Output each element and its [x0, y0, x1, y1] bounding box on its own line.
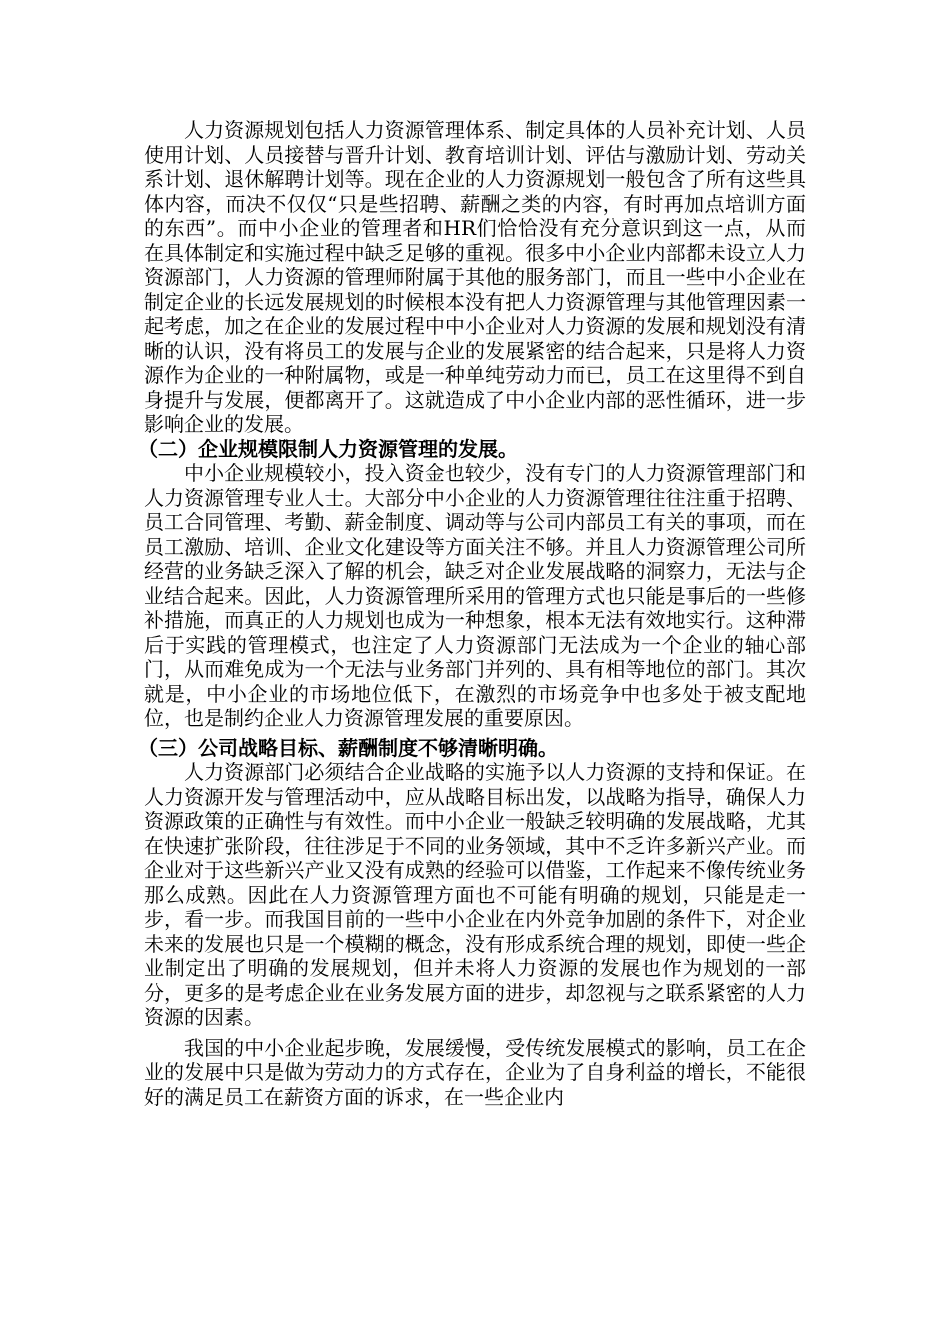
section-heading-3: （三）公司战略目标、薪酬制度不够清晰明确。	[138, 735, 558, 760]
paragraph-enterprise-scale: 中小企业规模较小，投入资金也较少，没有专门的人力资源管理部门和人力资源管理专业人士。大部分中小企业的人力资源管理往往注重于招聘、员工合同管理、考勤、薪金制度、调动等与公司内部员工有关的事项，而在员工激励、培训、企业文化建设等方面关注不够。并且人力资源管理公司所经营的业务缺乏深入了解的机会，缺乏对企业发展战略的洞察力，无法与企业结合起来。因此，人力资源管理所采用的管理方式也只能是事后的一些修补措施，而真正的人力规划也成为一种想象，根本无法有效地实行。这种滞后于实践的管理模式，也注定了人力资源部门无法成为一个企业的轴心部门，从而难免成为一个无法与业务部门并列的、具有相等地位的部门。其次就是，中小企业的市场地位低下，在激烈的市场竞争中也多处于被支配地位，也是制约企业人力资源管理发展的重要原因。	[144, 461, 806, 730]
paragraph-strategy-goals: 人力资源部门必须结合企业战略的实施予以人力资源的支持和保证。在人力资源开发与管理活动中，应从战略目标出发，以战略为指导，确保人力资源政策的正确性与有效性。而中小企业一般缺乏较明确的发展战略，尤其在快速扩张阶段，往往涉足于不同的业务领域，其中不乏许多新兴产业。而企业对于这些新兴产业又没有成熟的经验可以借鉴，工作起来不像传统业务那么成熟。因此在人力资源管理方面也不可能有明确的规划，只能是走一步，看一步。而我国目前的一些中小企业在内外竞争加剧的条件下，对企业未来的发展也只是一个模糊的概念，没有形成系统合理的规划，即使一些企业制定出了明确的发展规划，但并未将人力资源的发展也作为规划的一部分，更多的是考虑企业在业务发展方面的进步，却忽视与之联系紧密的人力资源的因素。	[144, 760, 806, 1029]
document-page	[138, 118, 806, 1109]
section-heading-2: （二）企业规模限制人力资源管理的发展。	[138, 436, 518, 461]
paragraph-development: 我国的中小企业起步晚，发展缓慢，受传统发展模式的影响，员工在企业的发展中只是做为劳动力的方式存在，企业为了自身利益的增长，不能很好的满足员工在薪资方面的诉求，在一些企业内	[144, 1035, 806, 1109]
paragraph-hr-planning: 人力资源规划包括人力资源管理体系、制定具体的人员补充计划、人员使用计划、人员接替与晋升计划、教育培训计划、评估与激励计划、劳动关系计划、退休解聘计划等。现在企业的人力资源规划一般包含了所有这些具体内容，而决不仅仅“只是些招聘、薪酬之类的内容，有时再加点培训方面的东西”。而中小企业的管理者和HR们恰恰没有充分意识到这一点，从而在具体制定和实施过程中缺乏足够的重视。很多中小企业内部都未设立人力资源部门，人力资源的管理师附属于其他的服务部门，而且一些中小企业在制定企业的长远发展规划的时候根本没有把人力资源管理与其他管理因素一起考虑，加之在企业的发展过程中中小企业对人力资源的发展和规划没有清晰的认识，没有将员工的发展与企业的发展紧密的结合起来，只是将人力资源作为企业的一种附属物，或是一种单纯劳动力而已，员工在这里得不到自身提升与发展，便都离开了。这就造成了中小企业内部的恶性循环，进一步影响企业的发展。	[144, 118, 806, 436]
